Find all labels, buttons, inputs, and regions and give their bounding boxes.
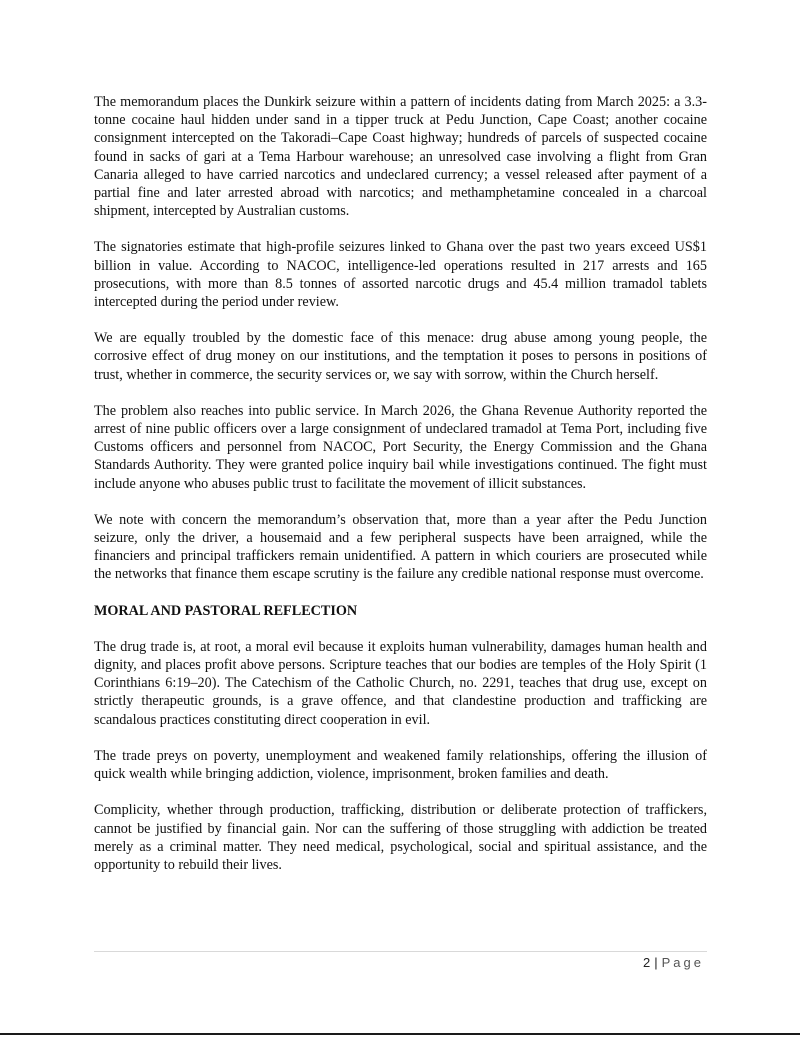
paragraph-complicity: Complicity, whether through production, trafficking, distribution or deliberate protection of traffickers, cannot be justified by financial gain. Nor can the suffering of those struggling with addiction be treated merely as a criminal matter. They need medical, psychological, social and spiritual assistance, and the opportunity to rebuild their lives. — [94, 802, 707, 873]
page-footer — [643, 954, 704, 972]
paragraph-moral-evil: The drug trade is, at root, a moral evil because it exploits human vulnerability, damages human health and dignity, and places profit above persons. Scripture teaches that our bodies are temples of the Holy Spirit (1 Corinthians 6:19–20). The Catechism of the Catholic Church, no. 2291, teaches that drug use, except on strictly therapeutic grounds, is a grave offence, and that clandestine production and trafficking are scandalous practices constituting direct cooperation in evil. — [94, 638, 707, 728]
paragraph-public-service: The problem also reaches into public service. In March 2026, the Ghana Revenue Authority reported the arrest of nine public officers over a large consignment of undeclared tramadol at Tema Port, including five Customs officers and personnel from NACOC, Port Security, the Energy Commission and the Ghana Standards Authority. They were granted police inquiry bail while investigations continued. The fight must include anyone who abuses public trust to facilitate the movement of illicit substances. — [94, 402, 707, 492]
footer-separator: | — [654, 955, 658, 970]
paragraph-prosecution-concern: We note with concern the memorandum’s observation that, more than a year after the Pedu Junction seizure, only the driver, a housemaid and a few peripheral suspects have been arraigned, while the financiers and principal traffickers remain unidentified. A pattern in which couriers are prosecuted while the networks that finance them escape scrutiny is the failure any credible national response must overcome. — [94, 511, 707, 583]
page-number: 2 — [643, 955, 651, 970]
paragraph-seizure-value: The signatories estimate that high-profile seizures linked to Ghana over the past two years exceed US$1 billion in value. According to NACOC, intelligence-led operations resulted in 217 arrests and 165 prosecutions, with more than 8.5 tonnes of assorted narcotic drugs and 45.4 million tramadol tablets intercepted during the period under review. — [94, 239, 707, 311]
footer-divider — [94, 951, 707, 952]
page-bottom-edge — [0, 1033, 800, 1035]
page-label: Page — [661, 955, 704, 970]
paragraph-preys-on-poverty: The trade preys on poverty, unemployment and weakened family relationships, offering the illusion of quick wealth while bringing addiction, violence, imprisonment, broken families and death. — [94, 747, 707, 783]
paragraph-pattern-of-incidents: The memorandum places the Dunkirk seizure within a pattern of incidents dating from March 2025: a 3.3-tonne cocaine haul hidden under sand in a tipper truck at Pedu Junction, Cape Coast; another cocaine consignment intercepted on the Takoradi–Cape Coast highway; hundreds of parcels of suspected cocaine found in sacks of gari at a Tema Harbour warehouse; an unresolved case involving a flight from Gran Canaria alleged to have carried narcotics and undeclared currency; a vessel released after payment of a partial fine and later arrested abroad with narcotics; and methamphetamine concealed in a charcoal shipment, intercepted by Australian customs. — [94, 94, 707, 220]
section-heading: MORAL AND PASTORAL REFLECTION — [94, 602, 358, 619]
paragraph-domestic-menace: We are equally troubled by the domestic face of this menace: drug abuse among young people, the corrosive effect of drug money on our institutions, and the temptation it poses to persons in positions of trust, whether in commerce, the security services or, we say with sorrow, within the Church herself. — [94, 330, 707, 383]
document-body — [94, 93, 707, 892]
